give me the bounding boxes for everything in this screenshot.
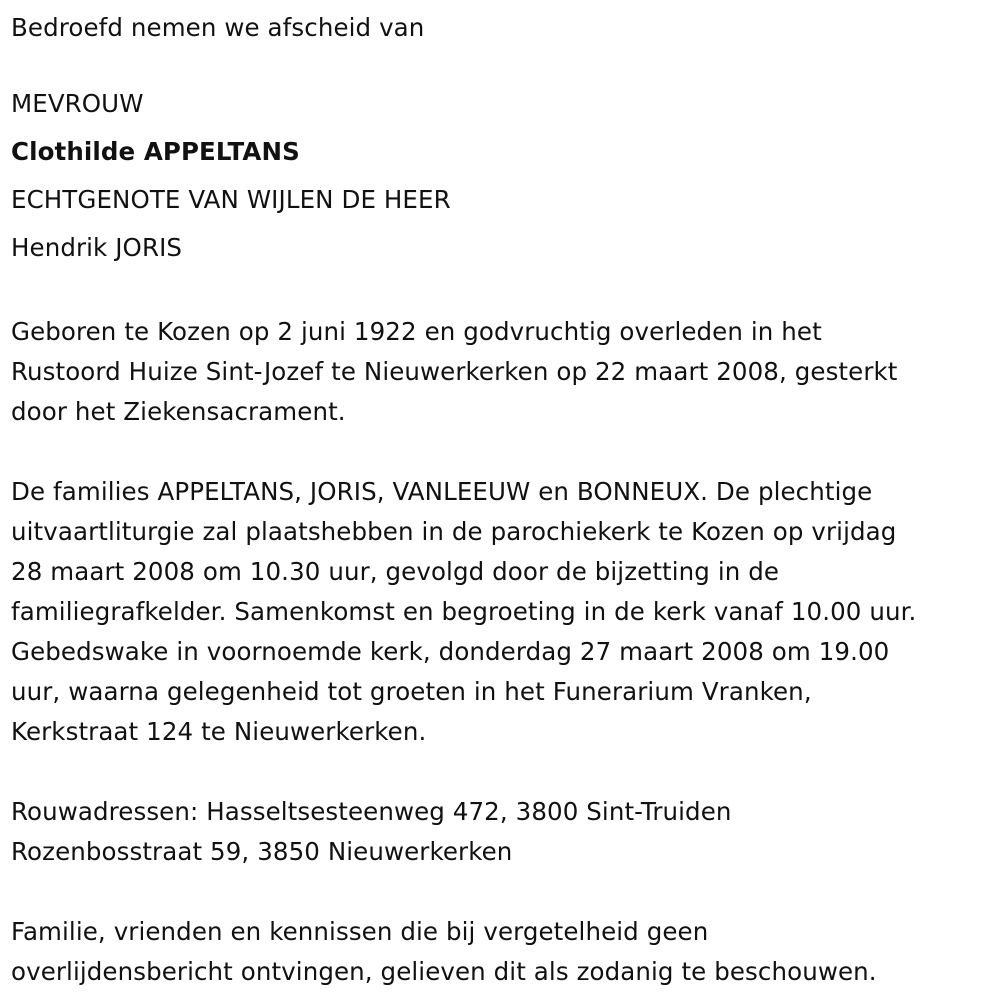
- address-line: Rouwadressen: Hasseltsesteenweg 472, 3800 Sint-Truiden: [11, 797, 732, 826]
- paragraph-line: Gebedswake in voornoemde kerk, donderdag 27 maart 2008 om 19.00: [11, 637, 890, 666]
- birth-death-paragraph: [11, 312, 993, 432]
- paragraph-line: uur, waarna gelegenheid tot groeten in het Funerarium Vranken,: [11, 677, 812, 706]
- paragraph-line: 28 maart 2008 om 10.30 uur, gevolgd door de bijzetting in de: [11, 557, 780, 586]
- paragraph-line: Familie, vrienden en kennissen die bij vergetelheid geen: [11, 917, 709, 946]
- ceremony-paragraph: [11, 472, 993, 752]
- obituary-document: [11, 8, 993, 992]
- paragraph-line: Geboren te Kozen op 2 juni 1922 en godvruchtig overleden in het: [11, 317, 822, 346]
- paragraph-line: Rustoord Huize Sint-Jozef te Nieuwerkerken op 22 maart 2008, gesterkt: [11, 357, 898, 386]
- address-line: Rozenbosstraat 59, 3850 Nieuwerkerken: [11, 837, 513, 866]
- addresses-paragraph: [11, 792, 993, 872]
- closing-paragraph: [11, 912, 993, 992]
- deceased-name: Clothilde APPELTANS: [11, 137, 300, 166]
- spouse-name: Hendrik JORIS: [11, 233, 183, 262]
- spouse-title: ECHTGENOTE VAN WIJLEN DE HEER: [11, 185, 451, 214]
- paragraph-line: De families APPELTANS, JORIS, VANLEEUW en BONNEUX. De plechtige: [11, 477, 873, 506]
- paragraph-line: door het Ziekensacrament.: [11, 397, 346, 426]
- paragraph-line: uitvaartliturgie zal plaatshebben in de parochiekerk te Kozen op vrijdag: [11, 517, 897, 546]
- paragraph-line: overlijdensbericht ontvingen, gelieven dit als zodanig te beschouwen.: [11, 957, 877, 986]
- paragraph-line: Kerkstraat 124 te Nieuwerkerken.: [11, 717, 427, 746]
- title-prefix: MEVROUW: [11, 89, 144, 118]
- paragraph-line: familiegrafkelder. Samenkomst en begroeting in de kerk vanaf 10.00 uur.: [11, 597, 917, 626]
- intro-text: Bedroefd nemen we afscheid van: [11, 13, 425, 42]
